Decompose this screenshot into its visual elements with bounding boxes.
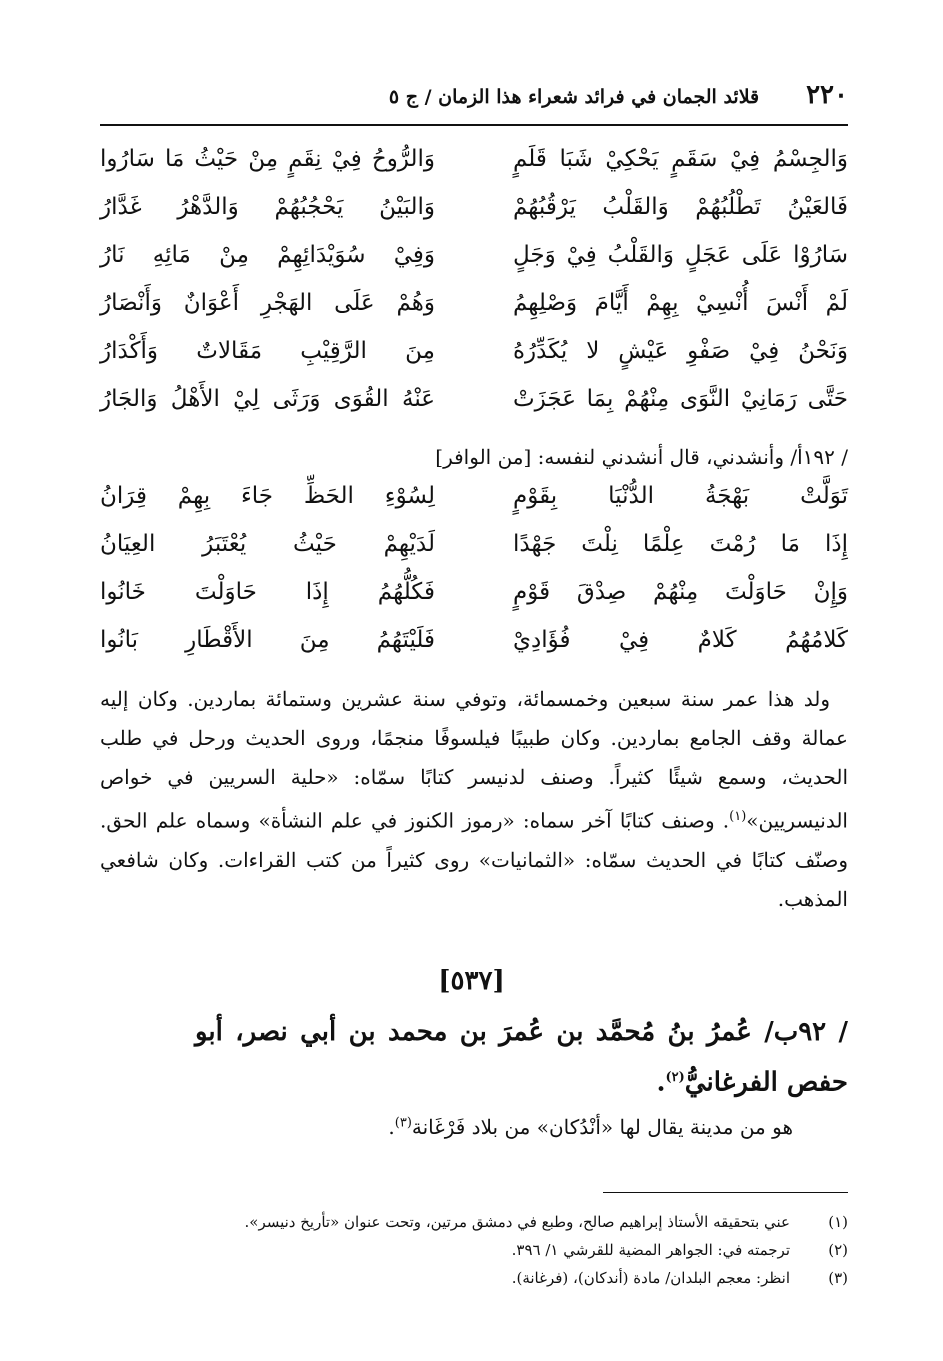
- verse-line: [100, 279, 848, 327]
- first-hemistich: تَوَلَّتْ بَهْجَةُ الدُّنْيَا بِقَوْمٍ: [513, 483, 848, 509]
- footnote-number: (٣): [828, 1269, 848, 1287]
- footnote: [100, 1264, 848, 1292]
- footnote-number: (٢): [828, 1241, 848, 1259]
- footnote-marker-3[interactable]: (٣): [394, 1115, 412, 1131]
- footnote-text: انظر: معجم البلدان/ مادة (أندكان)، (فرغانة).: [511, 1269, 790, 1287]
- footnotes: [100, 1208, 848, 1292]
- second-hemistich: مِنَ الرَّقِيْبِ مَقَالاتٌ وَأَكْدَارُ: [100, 338, 435, 364]
- poem-intro: / ١٩٢أ/ وأنشدني، قال أنشدني لنفسه: [من الوافر]: [435, 445, 848, 469]
- entry-heading-end: .: [656, 1067, 666, 1098]
- footnote-marker-1[interactable]: (١): [729, 809, 747, 824]
- footnote-text: ترجمته في: الجواهر المضية للقرشي ١/ ٣٩٦.: [511, 1241, 790, 1259]
- verse-line: [100, 616, 848, 664]
- footnote-marker-2[interactable]: (٢): [665, 1070, 685, 1085]
- first-hemistich: وَإِنْ حَاوَلْتَ مِنْهُمْ صِدْقَ قَوْمٍ: [513, 579, 848, 605]
- footnote-number: (١): [828, 1213, 848, 1231]
- biography-paragraph: [100, 680, 848, 919]
- entry-text-body: هو من مدينة يقال لها «أنْدُكان» من بلاد فَرْغَانة: [411, 1115, 793, 1139]
- entry-text: [100, 1115, 793, 1139]
- poem-wafir: [100, 472, 848, 664]
- entry-number: [٥٣٧]: [438, 966, 505, 996]
- prose-part-1: ولد هذا عمر سنة سبعين وخمسمائة، وتوفي سنة عشرين وستمائة بماردين. وكان إليه عمالة وقف الجامع بماردين. وكان طبيبًا فيلسوفًا منجمًا، وروى الحديث ورحل في طلب الحديث، وسمع شيئًا كثيراً. وصنف لدنيسر كتابًا سمّاه: «حلية السريين في خواص الدنيسريين»: [100, 687, 848, 833]
- second-hemistich: عَنْهُ القُوَى وَرَثَى لِيْ الأَهْلُ وَالجَارُ: [100, 386, 435, 412]
- second-hemistich: وَفِيْ سُوَيْدَائِهِمْ مِنْ مَائِهِ نَارُ: [100, 242, 435, 268]
- verse-line: [100, 327, 848, 375]
- footnote-rule: [603, 1192, 848, 1193]
- prose-part-2: . وصنف كتابًا آخر سماه: «رموز الكنوز في علم النشأة» وسماه علم الحق. وصنّف كتابًا في الحديث سمّاه: «الثمانيات» روى كثيراً من كتب القراءات. وكان شافعي المذهب.: [100, 808, 848, 911]
- entry-heading-text: / ٩٢ب/ عُمرُ بنُ مُحمَّد بن عُمرَ بن محمد بن أبي نصر، أبو حفص الفرغانيُّ: [195, 1017, 848, 1098]
- first-hemistich: إِذَا مَا رُمْتَ عِلْمًا نِلْتَ جَهْدًا: [513, 531, 848, 557]
- entry-heading: [195, 1010, 848, 1106]
- paragraph-text: [100, 680, 848, 919]
- first-hemistich: فَالعَيْنُ تَطْلُبُهُمْ وَالقَلْبُ يَرْقُبُهُمْ: [513, 194, 848, 220]
- footnote-text: عني بتحقيقه الأستاذ إبراهيم صالح، وطبع في دمشق مرتين، وتحت عنوان «تأريخ دنيسر».: [244, 1213, 790, 1231]
- page-header: [100, 80, 848, 120]
- second-hemistich: وَهُمْ عَلَى الهَجْرِ أَعْوَانٌ وَأَنْصَارُ: [100, 290, 435, 316]
- running-title: قلائد الجمان في فرائد شعراء هذا الزمان / ج ٥: [388, 86, 760, 108]
- header-rule: [100, 124, 848, 126]
- first-hemistich: حَتَّى رَمَانِيْ النَّوَى مِنْهُمْ بِمَا عَجَزَتْ: [513, 386, 848, 412]
- footnote: [100, 1236, 848, 1264]
- poem-basit: [100, 135, 848, 423]
- first-hemistich: كَلامُهُمُ كَلامٌ فِيْ فُؤَادِيْ: [513, 627, 848, 653]
- page-number: ٢٢٠: [806, 80, 848, 110]
- first-hemistich: وَنَحْنُ فِيْ صَفْوِ عَيْشٍ لا يُكَدِّرُهُ: [513, 338, 848, 364]
- verse-line: [100, 375, 848, 423]
- second-hemistich: وَالبَيْنُ يَحْجُبُهُمْ وَالدَّهْرُ غَدَّارُ: [100, 194, 435, 220]
- second-hemistich: فَكُلُّهُمُ إِذَا حَاوَلْتَ خَانُوا: [100, 579, 435, 605]
- entry-text-end: .: [388, 1115, 395, 1139]
- first-hemistich: سَارُوْا عَلَى عَجَلٍ وَالقَلْبُ فِيْ وَجَلٍ: [513, 242, 848, 268]
- first-hemistich: وَالجِسْمُ فِيْ سَقَمٍ يَحْكِيْ شَبَا قَلَمٍ: [513, 146, 848, 172]
- verse-line: [100, 520, 848, 568]
- first-hemistich: لَمْ أَنْسَ أُنْسِيْ بِهِمْ أَيَّامَ وَصْلِهِمُ: [513, 290, 848, 316]
- verse-line: [100, 183, 848, 231]
- second-hemistich: فَلَيْتَهُمُ مِنَ الأَقْطَارِ بَانُوا: [100, 627, 435, 653]
- verse-line: [100, 135, 848, 183]
- second-hemistich: لَدَيْهِمْ حَيْثُ يُعْتَبَرُ العِيَانُ: [100, 531, 435, 557]
- second-hemistich: لِسُوْءِ الحَظِّ جَاءَ بِهِمْ قِرَانُ: [100, 483, 435, 509]
- second-hemistich: وَالرُّوحُ فِيْ نِقَمٍ مِنْ حَيْثُ مَا سَارُوا: [100, 146, 435, 172]
- footnote: [100, 1208, 848, 1236]
- verse-line: [100, 472, 848, 520]
- verse-line: [100, 568, 848, 616]
- verse-line: [100, 231, 848, 279]
